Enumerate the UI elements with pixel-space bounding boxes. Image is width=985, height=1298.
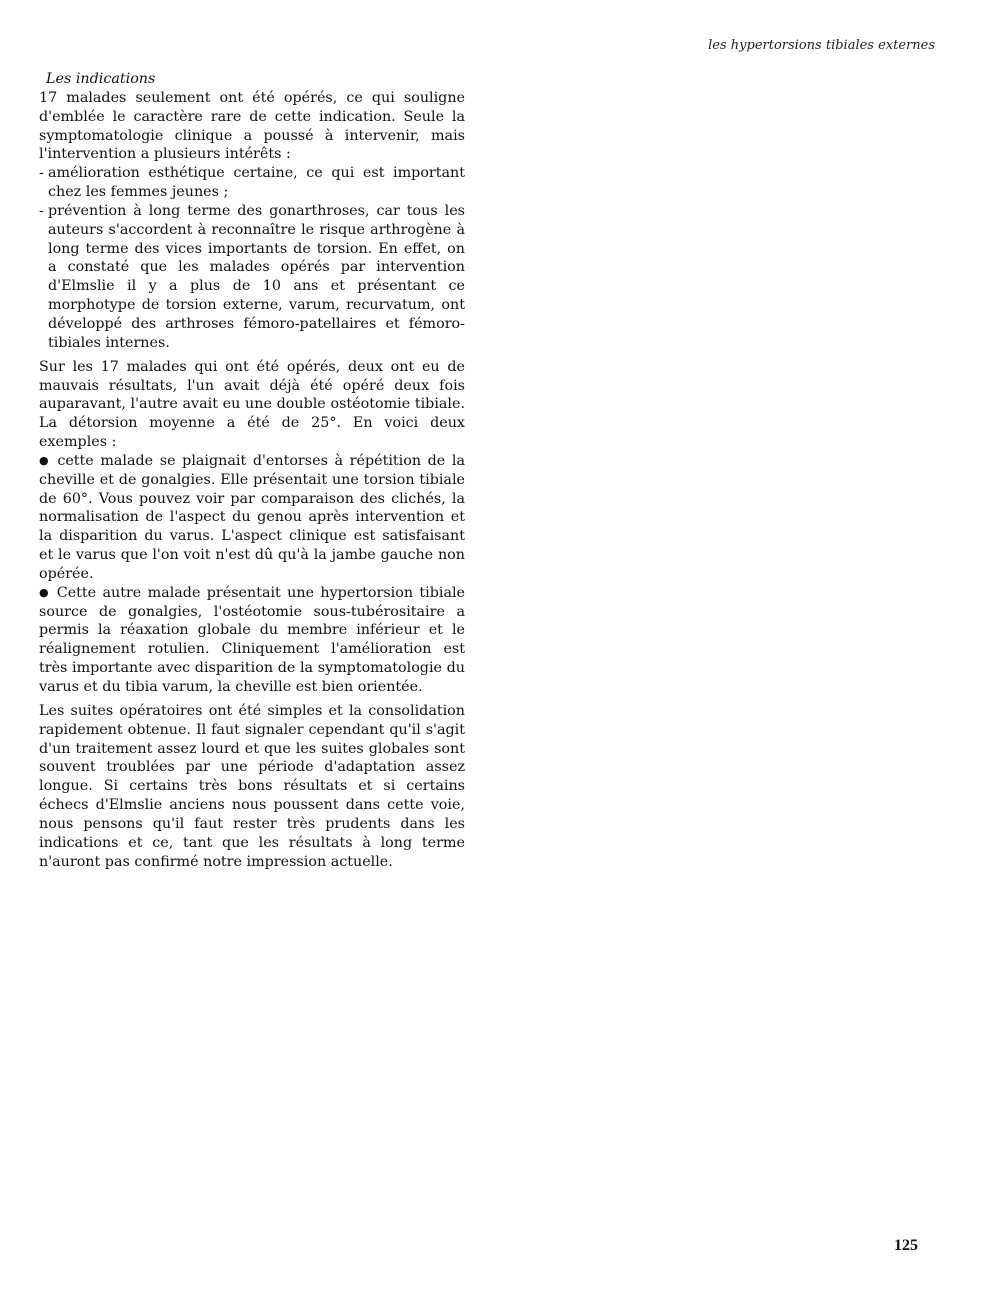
list-item-text: prévention à long terme des gonarthroses, car tous les auteurs s'accordent à reconnaître le risque arthrogène à long terme des vices importants de torsion. En effet, on a constaté que les malades opérés par intervention d'Elmslie il y a plus de 10 ans et présentant ce morphotype de torsion externe, varum, recurvatum, ont développé des arthroses fémoro-patellaires et fémoro-tibiales internes.: [48, 202, 465, 351]
dash-marker: -: [39, 202, 44, 219]
list-item: [39, 202, 465, 353]
conclusion-paragraph: Les suites opératoires ont été simples et la consolidation rapidement obtenue. Il faut signaler cependant qu'il s'agit d'un traitement assez lourd et que les suites globales sont souvent troublées par une période d'adaptation assez longue. Si certains très bons résultats et si certains échecs d'Elmslie anciens nous poussent dans cette voie, nous pensons qu'il faut rester très prudents dans les indications et ce, tant que les résultats à long terme n'auront pas confirmé notre impression actuelle.: [39, 702, 465, 870]
running-header: les hypertorsions tibiales externes: [708, 38, 935, 53]
page-number: 125: [894, 1237, 918, 1254]
example-text: Cette autre malade présentait une hypertorsion tibiale source de gonalgies, l'ostéotomie sous-tubérositaire a permis la réaxation globale du membre inférieur et le réalignement rotulien. Cliniquement l'amélioration est très importante avec disparition de la symptomatologie du varus et du tibia varum, la cheville est bien orientée.: [39, 584, 465, 695]
intro-paragraph: 17 malades seulement ont été opérés, ce qui souligne d'emblée le caractère rare de cette indication. Seule la symptomatologie clinique a poussé à intervenir, mais l'intervention a plusieurs intérêts :: [39, 89, 465, 163]
section-heading: Les indications: [46, 71, 156, 87]
bullet-icon: ●: [39, 453, 51, 467]
example-item: [39, 452, 465, 584]
example-text: cette malade se plaignait d'entorses à répétition de la cheville et de gonalgies. Elle présentait une torsion tibiale de 60°. Vous pouvez voir par comparaison des clichés, la normalisation de l'aspect du genou après intervention et la disparition du varus. L'aspect clinique est satisfaisant et le varus que l'on voit n'est dû qu'à la jambe gauche non opérée.: [39, 452, 465, 582]
example-item: [39, 584, 465, 697]
list-item: [39, 164, 465, 202]
results-paragraph: Sur les 17 malades qui ont été opérés, deux ont eu de mauvais résultats, l'un avait déjà été opéré deux fois auparavant, l'autre avait eu une double ostéotomie tibiale. La détorsion moyenne a été de 25°. En voici deux exemples :: [39, 358, 465, 451]
dash-marker: -: [39, 165, 44, 182]
text-column: [39, 70, 465, 871]
list-item-text: amélioration esthétique certaine, ce qui est important chez les femmes jeunes ;: [48, 165, 465, 201]
bullet-icon: ●: [39, 585, 51, 599]
interests-list: [39, 164, 465, 352]
